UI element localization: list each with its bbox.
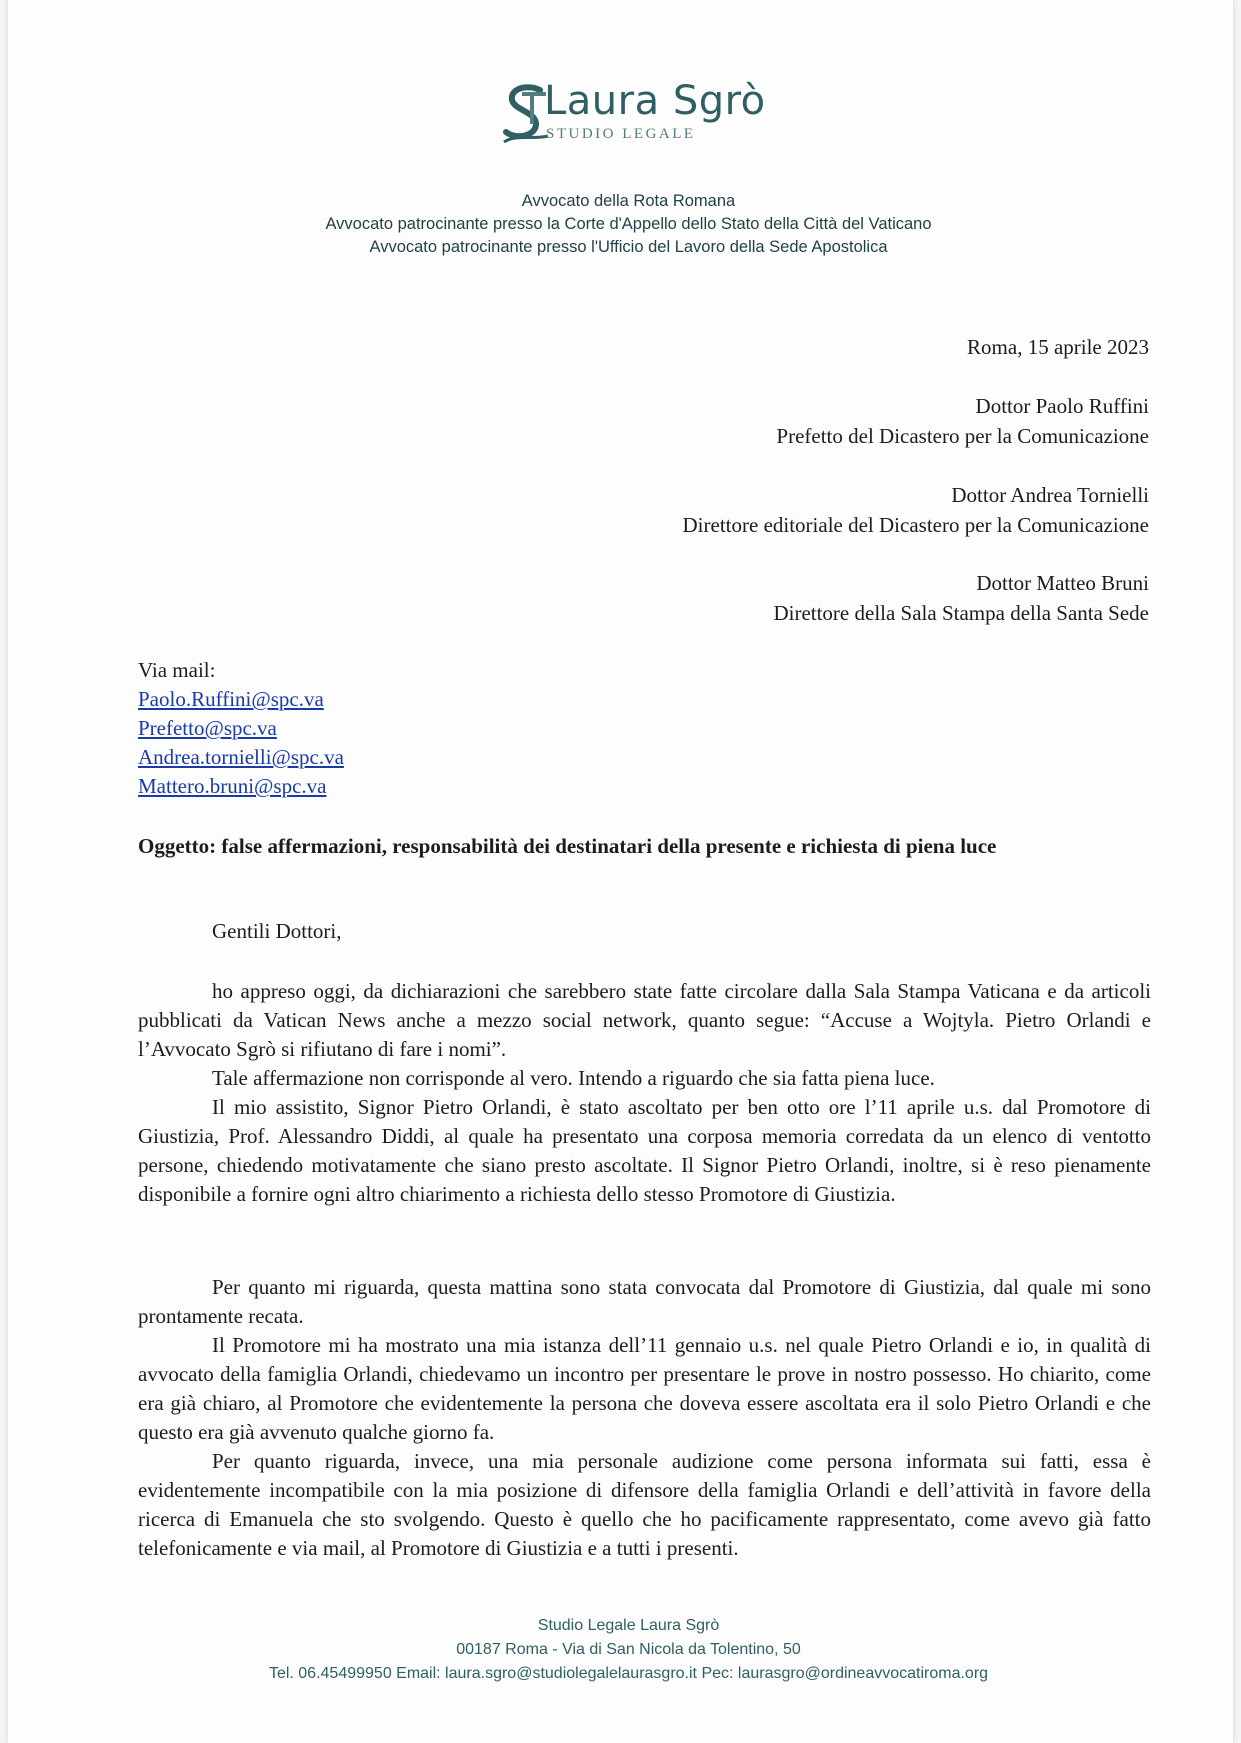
body-paragraph: Per quanto riguarda, invece, una mia personale audizione come persona informata sui fatti, essa è evidentemente incompatibile con la mia posizione di difensore della famiglia Orlandi e dell’attività in favore della ricerca di Emanuela che sto svolgendo. Questo è quello che ho pacificamente rappresentato, come avevo già fatto telefonicamente e via mail, al Promotore di Giustizia e a tutti i presenti.: [138, 1449, 1151, 1560]
body-paragraph: Il mio assistito, Signor Pietro Orlandi, è stato ascoltato per ben otto ore l’11 aprile u.s. dal Promotore di Giustizia, Prof. Alessandro Diddi, al quale ha presentato una corposa memoria corredata da un elenco di ventotto persone, chiedendo motivatamente che siano presto ascoltate. Il Signor Pietro Orlandi, inoltre, si è reso pienamente disponibile a fornire ogni altro chiarimento a richiesta dello stesso Promotore di Giustizia.: [138, 1095, 1151, 1206]
body-paragraph: Il Promotore mi ha mostrato una mia istanza dell’11 gennaio u.s. nel quale Pietro Orlandi e io, in qualità di avvocato della famiglia Orlandi, chiedevamo un incontro per presentare le prove in nostro possesso. Ho chiarito, come era già chiaro, al Promotore che evidentemente la persona che doveva essere ascoltata era il solo Pietro Orlandi e che questo era già avvenuto qualche giorno fa.: [138, 1333, 1151, 1444]
email-link-ruffini[interactable]: Paolo.Ruffini@spc.va: [138, 687, 324, 711]
logo-name: Laura Sgrò: [544, 78, 766, 124]
title-line: Avvocato patrocinante presso la Corte d'Appello dello Stato della Città del Vaticano: [325, 215, 932, 233]
studio-logo: [502, 80, 802, 152]
body-section: [138, 977, 1151, 1209]
footer-contacts: Tel. 06.45499950 Email: laura.sgro@studiolegalelaurasgro.it Pec: laurasgro@ordineavvocatiroma.org: [268, 1665, 989, 1682]
recipient-block: [683, 480, 1149, 540]
title-line: Avvocato della Rota Romana: [521, 192, 736, 210]
email-link-prefetto[interactable]: Prefetto@spc.va: [138, 716, 277, 740]
letter-page: [8, 0, 1233, 1743]
professional-titles: [8, 190, 1241, 259]
footer-studio-name: Studio Legale Laura Sgrò: [537, 1617, 720, 1634]
recipient-role: Direttore della Sala Stampa della Santa Sede: [773, 601, 1149, 625]
recipient-role: Direttore editoriale del Dicastero per la Comunicazione: [682, 513, 1149, 537]
recipient-block: [773, 568, 1149, 628]
body-paragraph: Per quanto mi riguarda, questa mattina sono stata convocata dal Promotore di Giustizia, dal quale mi sono prontamente recata.: [138, 1275, 1151, 1328]
recipient-name: Dottor Matteo Bruni: [976, 571, 1149, 595]
email-link-bruni[interactable]: Mattero.bruni@spc.va: [138, 774, 327, 798]
recipient-name: Dottor Andrea Tornielli: [951, 483, 1149, 507]
via-mail-label: Via mail:: [138, 658, 216, 682]
body-section: [138, 1273, 1151, 1563]
recipient-block: [776, 391, 1149, 451]
title-line: Avvocato patrocinante presso l'Ufficio del Lavoro della Sede Apostolica: [369, 238, 888, 256]
letter-date: Roma, 15 aprile 2023: [967, 335, 1149, 359]
body-paragraph: Tale affermazione non corrisponde al vero. Intendo a riguardo che sia fatta piena luce.: [212, 1066, 935, 1090]
recipient-role: Prefetto del Dicastero per la Comunicazione: [776, 424, 1149, 448]
via-mail-block: [138, 656, 344, 801]
email-link-tornielli[interactable]: Andrea.tornielli@spc.va: [138, 745, 344, 769]
recipient-name: Dottor Paolo Ruffini: [975, 394, 1149, 418]
letter-subject: Oggetto: false affermazioni, responsabilità dei destinatari della presente e richiesta di piena luce: [138, 834, 997, 858]
body-paragraph: ho appreso oggi, da dichiarazioni che sarebbero state fatte circolare dalla Sala Stampa Vaticana e da articoli pubblicati da Vatican News anche a mezzo social network, quanto segue: “Accuse a Wojtyla. Pietro Orlandi e l’Avvocato Sgrò si rifiutano di fare i nomi”.: [138, 979, 1151, 1061]
footer-address: 00187 Roma - Via di San Nicola da Tolentino, 50: [456, 1641, 801, 1658]
logo-subtitle: STUDIO LEGALE: [546, 126, 696, 142]
letter-footer: [8, 1614, 1241, 1686]
logo-monogram-icon: [502, 84, 550, 146]
salutation: Gentili Dottori,: [212, 919, 342, 943]
